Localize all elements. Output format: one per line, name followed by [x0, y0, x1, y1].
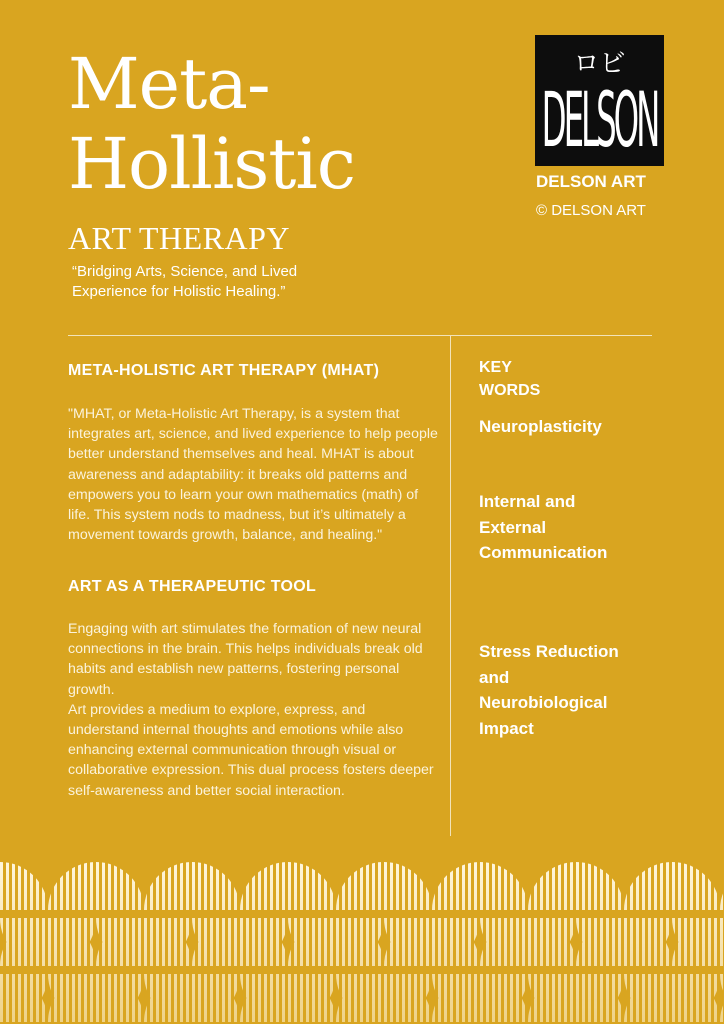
pattern-half-disc — [0, 862, 48, 910]
pattern-half-disc — [624, 862, 720, 910]
keywords-heading-line-2: WORDS — [479, 382, 541, 399]
section-heading-mhat: META-HOLISTIC ART THERAPY (MHAT) — [68, 362, 380, 379]
delson-logo — [535, 35, 664, 166]
pattern-half-disc — [336, 862, 432, 910]
vertical-divider — [450, 336, 451, 836]
keyword-item: Neuroplasticity — [479, 417, 602, 436]
keywords-heading — [479, 356, 540, 402]
title-line-2: Hollistic — [68, 123, 355, 205]
pattern-half-disc — [720, 862, 724, 910]
section-body-mhat: "MHAT, or Meta-Holistic Art Therapy, is a system that integrates art, science, and lived experience to help people better understand themselves and heal. MHAT is about awareness and adaptability: it breaks old patterns and empowers you to learn your own mathematics (math) of life. This system nods to madness, but it’s ultimately a movement towards growth, balance, and healing." — [68, 406, 438, 544]
pattern-half-disc — [48, 862, 144, 910]
pattern-half-disc — [432, 862, 528, 910]
logo-word: DELSON — [541, 79, 658, 166]
section-body-art-tool: Engaging with art stimulates the formation of new neural connections in the brain. This helps individuals break old habits and establish new patterns, fostering personal growth. Art provides a medium to explore, express, and understand internal thoughts and emotions while also enhancing external communication through visual or collaborative expression. This dual process fosters deeper self-awareness and better social interaction. — [68, 621, 434, 799]
title-line-1: Meta- — [68, 43, 270, 125]
keyword-item: Internal and External Communication — [479, 492, 608, 562]
logo-kana: ロビ — [573, 49, 626, 79]
decorative-pattern — [0, 862, 724, 1024]
pattern-half-disc — [240, 862, 336, 910]
keywords-heading-line-1: KEY — [479, 359, 512, 376]
page-title — [68, 44, 355, 204]
pattern-half-disc — [528, 862, 624, 910]
section-heading-art-tool: ART AS A THERAPEUTIC TOOL — [68, 578, 317, 595]
pattern-half-disc — [144, 862, 240, 910]
brand-name: DELSON ART — [536, 172, 646, 191]
page-subtitle: ART THERAPY — [68, 220, 290, 256]
brand-copyright: © DELSON ART — [536, 202, 646, 219]
horizontal-divider — [68, 335, 652, 336]
tagline: “Bridging Arts, Science, and Lived Experience for Holistic Healing.” — [72, 263, 298, 300]
keyword-item: Stress Reduction and Neurobiological Impact — [479, 642, 619, 738]
